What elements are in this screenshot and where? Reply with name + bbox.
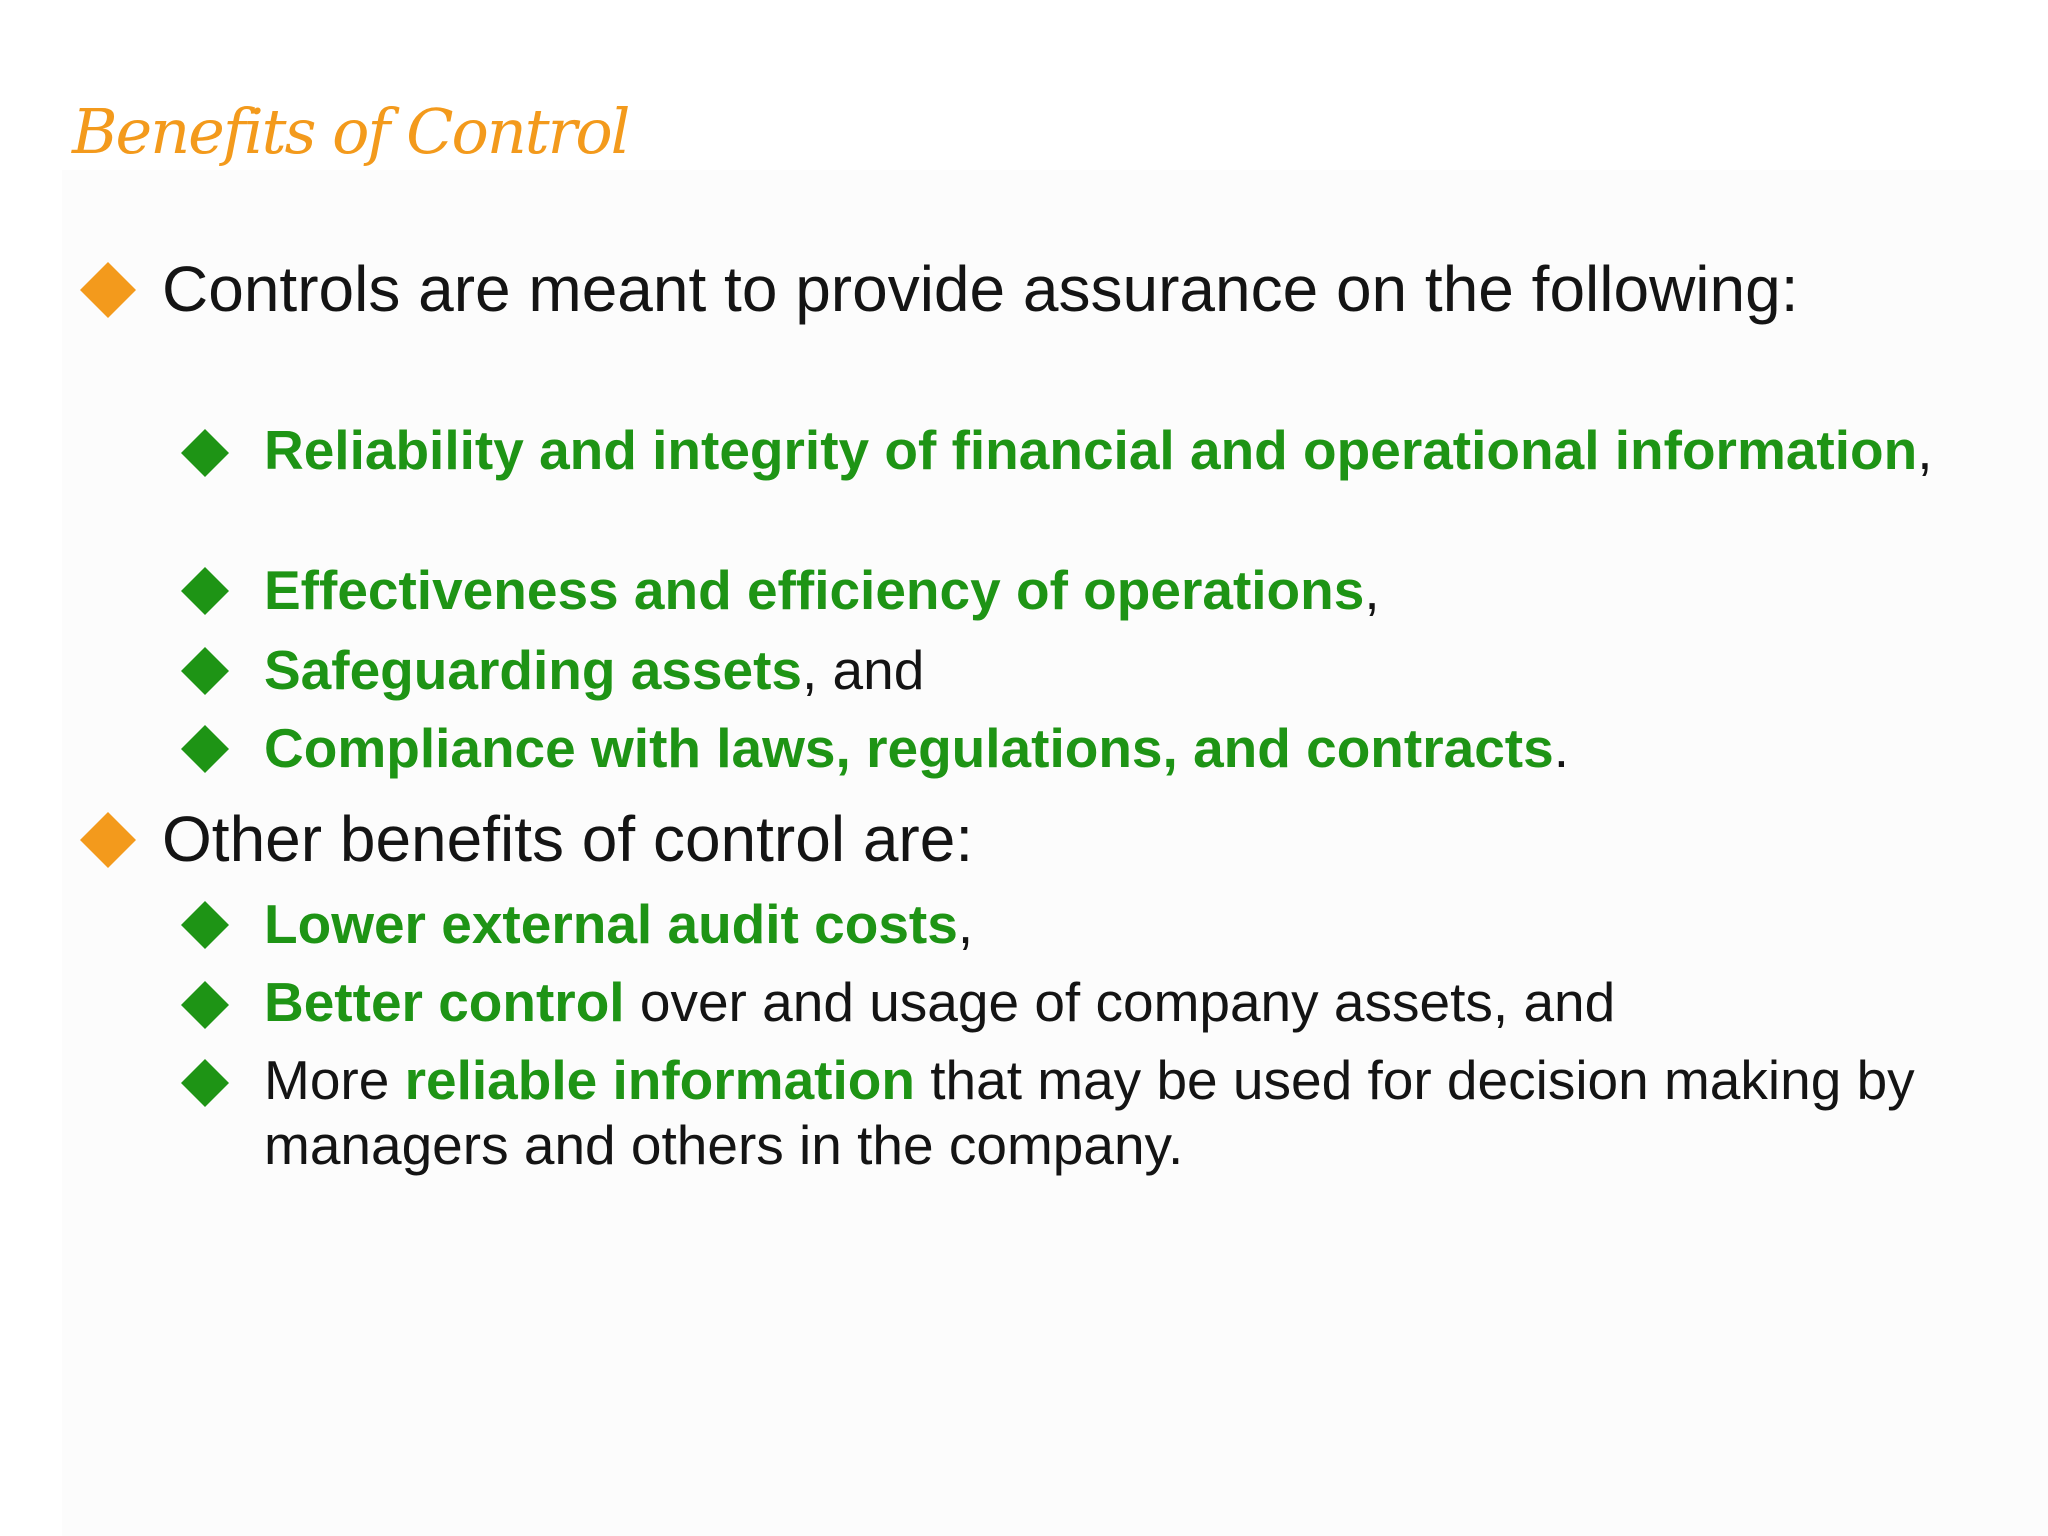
sub-item-reliable-information	[264, 1048, 2024, 1178]
green-diamond-icon	[180, 724, 230, 774]
green-diamond-icon	[180, 1058, 230, 1108]
sub-item-effectiveness	[264, 558, 2024, 623]
highlight-text: Compliance with laws, regulations, and contracts	[264, 717, 1554, 779]
bullet-other-benefits: Other benefits of control are:	[162, 803, 974, 875]
bullet-controls-assurance: Controls are meant to provide assurance on the following:	[162, 253, 1799, 325]
highlight-text: Effectiveness and efficiency of operations	[264, 559, 1365, 621]
item-suffix: .	[1553, 717, 1569, 779]
green-diamond-icon	[180, 980, 230, 1030]
sub-item-compliance	[264, 716, 2024, 781]
sub-item-safeguarding	[264, 638, 2024, 703]
highlight-text: reliable information	[404, 1049, 915, 1111]
sub-item-better-control	[264, 970, 2024, 1035]
highlight-text: Reliability and integrity of financial and operational information	[264, 419, 1918, 481]
highlight-text: Lower external audit costs	[264, 893, 958, 955]
orange-diamond-icon	[78, 810, 138, 870]
item-suffix: , and	[801, 639, 925, 701]
item-suffix: that may be used for decision making by managers and others in the company.	[264, 1049, 1915, 1176]
slide-title: Benefits of Control	[72, 95, 629, 168]
green-diamond-icon	[180, 566, 230, 616]
item-prefix: More	[264, 1049, 405, 1111]
item-suffix: ,	[1917, 419, 1933, 481]
sub-item-audit-costs	[264, 892, 2024, 957]
green-diamond-icon	[180, 428, 230, 478]
item-suffix: ,	[957, 893, 974, 955]
green-diamond-icon	[180, 646, 230, 696]
highlight-text: Safeguarding assets	[264, 639, 802, 701]
green-diamond-icon	[180, 900, 230, 950]
item-suffix: ,	[1364, 559, 1380, 621]
orange-diamond-icon	[78, 260, 138, 320]
item-suffix: over and usage of company assets, and	[624, 971, 1616, 1033]
sub-item-reliability	[264, 418, 2024, 483]
highlight-text: Better control	[264, 971, 625, 1033]
